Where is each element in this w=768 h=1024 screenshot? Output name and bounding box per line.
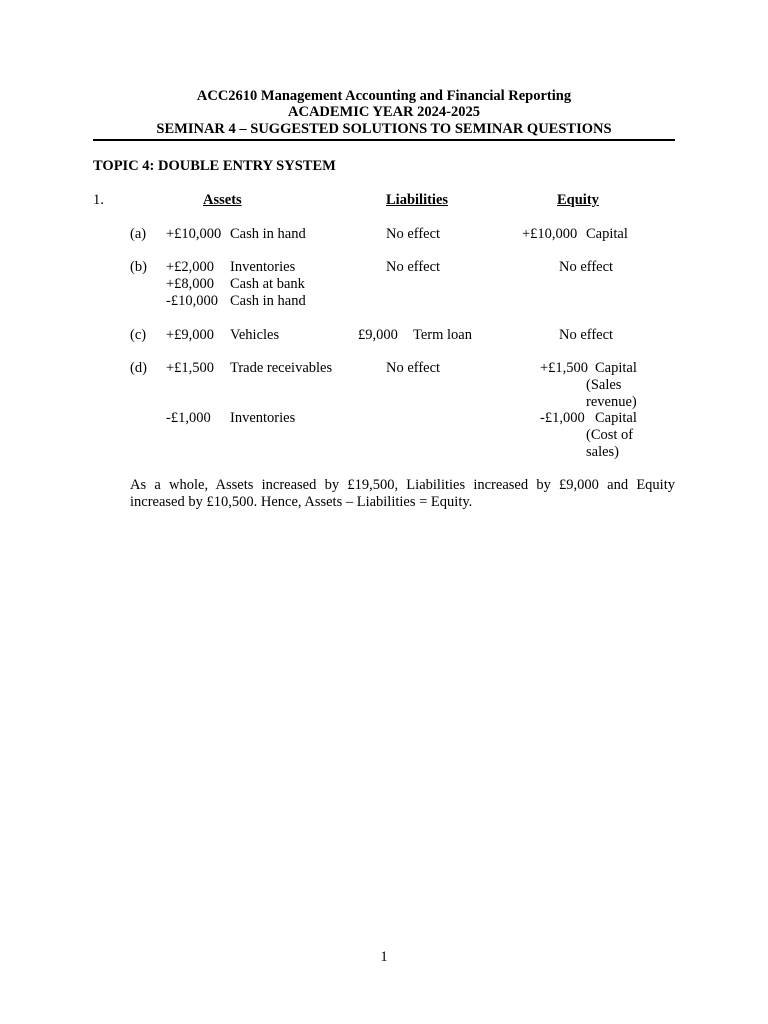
course-title: ACC2610 Management Accounting and Financial Reporting — [196, 88, 572, 104]
header-rule — [93, 139, 675, 141]
equity-note: (Cost of — [586, 427, 634, 443]
equity-effect: No effect — [559, 259, 614, 275]
asset-amount: +£9,000 — [166, 327, 215, 343]
equity-item: Capital — [595, 360, 637, 376]
equity-note: sales) — [586, 444, 620, 460]
liability-item: Term loan — [413, 327, 472, 343]
asset-item: Cash in hand — [230, 226, 306, 242]
liability-effect: No effect — [386, 360, 441, 376]
asset-item: Inventories — [230, 410, 296, 426]
asset-amount: -£1,000 — [166, 410, 211, 426]
equity-column-header: Equity — [557, 192, 599, 208]
liability-effect: No effect — [386, 226, 441, 242]
row-label: (c) — [130, 327, 147, 343]
asset-amount: +£8,000 — [166, 276, 215, 292]
asset-amount: +£10,000 — [166, 226, 222, 242]
question-number: 1. — [93, 192, 104, 208]
asset-amount: +£1,500 — [166, 360, 215, 376]
row-label: (b) — [130, 259, 147, 275]
asset-item: Cash at bank — [230, 276, 305, 292]
equity-note: revenue) — [586, 394, 637, 410]
equity-effect: No effect — [559, 327, 614, 343]
conclusion-paragraph: As a whole, Assets increased by £19,500, Liabilities increased by £9,000 and Equity increased by £10,500. Hence, Assets – Liabilities = Equity. — [130, 477, 675, 510]
academic-year: ACADEMIC YEAR 2024-2025 — [288, 104, 480, 120]
asset-item: Cash in hand — [230, 293, 306, 309]
asset-amount: -£10,000 — [166, 293, 218, 309]
liabilities-column-header: Liabilities — [386, 192, 449, 208]
row-label: (a) — [130, 226, 147, 242]
topic-heading: TOPIC 4: DOUBLE ENTRY SYSTEM — [93, 158, 336, 174]
row-label: (d) — [130, 360, 147, 376]
equity-amount: -£1,000 — [540, 410, 585, 426]
asset-item: Vehicles — [230, 327, 280, 343]
equity-note: (Sales — [586, 377, 622, 393]
equity-amount: +£1,500 — [540, 360, 589, 376]
asset-item: Inventories — [230, 259, 296, 275]
equity-amount: +£10,000 — [522, 226, 578, 242]
equity-item: Capital — [595, 410, 637, 426]
page-number: 1 — [380, 949, 388, 965]
liability-effect: No effect — [386, 259, 441, 275]
asset-amount: +£2,000 — [166, 259, 215, 275]
equity-item: Capital — [586, 226, 628, 242]
seminar-title: SEMINAR 4 – SUGGESTED SOLUTIONS TO SEMINAR QUESTIONS — [156, 121, 612, 137]
liability-amount: £9,000 — [358, 327, 398, 343]
assets-column-header: Assets — [203, 192, 242, 208]
asset-item: Trade receivables — [230, 360, 333, 376]
